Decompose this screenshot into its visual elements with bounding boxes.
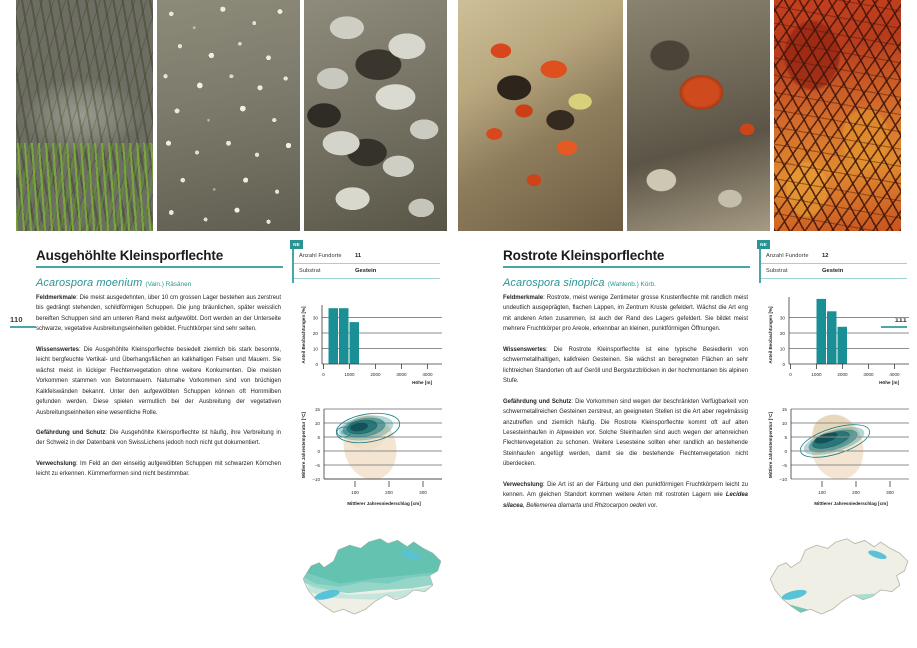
bar-bin-1000-1500 (817, 299, 827, 364)
svg-text:10: 10 (314, 421, 320, 426)
body-text-right (503, 293, 748, 521)
info-key-substrat-left: Substrat (299, 268, 321, 274)
svg-text:0: 0 (315, 362, 318, 367)
header-rule-right (503, 266, 750, 268)
species-authority-left: (Vain.) Räsänen (145, 280, 192, 288)
section-heading-gefaehrdung-right: Gefährdung und Schutz (503, 398, 572, 405)
climate-left-yaxis-title: Mittlere Jahrestemperatur [°C] (301, 412, 306, 478)
info-key-fundorte-left: Anzahl Fundorte (299, 253, 342, 259)
switzerland-outline-right (770, 539, 908, 614)
climate-right-xticks (822, 481, 890, 487)
climate-left-ytick-labels (312, 407, 320, 482)
altitude-left-xtick-labels (322, 372, 433, 377)
section-heading-wissenswertes-left: Wissenswertes (36, 346, 79, 353)
section-text-verwechslung-left: : Im Feld an den einseitig aufgewölbten Schuppen mit schwarzen Körnchen leicht zu erkennen. Kümmerformen sind nicht bestimmbar. (36, 460, 281, 478)
altitude-left-ytick-labels (313, 316, 319, 368)
species-scientific-name-right (503, 277, 753, 289)
bar-bin-1500-2000 (827, 311, 837, 364)
svg-text:10: 10 (779, 346, 785, 352)
photo-orange-rosette-closeup (627, 0, 770, 231)
altitude-right-bars (817, 299, 848, 364)
svg-text:15: 15 (314, 407, 320, 412)
altitude-right-grid (789, 318, 909, 349)
info-table-accent-bar-left (292, 249, 294, 283)
info-key-substrat-right: Substrat (766, 268, 788, 274)
folio-left-number: 110 (10, 315, 23, 324)
altitude-histogram-left (292, 293, 452, 385)
svg-text:10: 10 (312, 346, 318, 352)
altitude-left-xaxis-title: Höhe [m] (412, 380, 432, 385)
conservation-status-badge-left: NE (290, 240, 303, 249)
svg-text:4000: 4000 (422, 372, 433, 377)
svg-text:2000: 2000 (370, 372, 381, 377)
species-common-name-left: Ausgehöhlte Kleinsporflechte (36, 248, 224, 263)
climate-left-xtick-labels (351, 490, 427, 495)
section-heading-verwechslung-left: Verwechslung (36, 460, 77, 467)
info-value-substrat-left: Gestein (355, 268, 377, 274)
svg-text:30: 30 (779, 315, 785, 321)
altitude-left-bars (329, 308, 360, 364)
climate-envelope-left-svg (292, 401, 452, 509)
svg-text:200: 200 (385, 490, 393, 495)
svg-text:100: 100 (351, 490, 359, 495)
info-row-fundorte-left (292, 249, 440, 264)
section-feldmerkmale-right (503, 293, 748, 335)
bar-bin-500-1000 (339, 308, 349, 364)
info-row-substrat-right (759, 264, 907, 279)
svg-text:30: 30 (312, 315, 318, 321)
svg-text:300: 300 (419, 490, 427, 495)
altitude-left-xticks (324, 364, 428, 369)
svg-text:0: 0 (784, 449, 787, 454)
climate-left-xaxis-title: Mittlerer Jahresniederschlag [cm] (347, 501, 421, 506)
bar-bin-0-500 (329, 308, 339, 364)
climate-right-xaxis-title: Mittlerer Jahresniederschlag [cm] (814, 501, 888, 506)
section-text-gefaehrdung-left: : Die Ausgehöhlte Kleinsporflechte ist häufig, ihre Verbreitung in der Schweiz in der Datenbank von SwissLichens jedoch noch nicht gut dokumentiert. (36, 429, 281, 447)
svg-text:–10: –10 (312, 477, 320, 482)
bar-bin-1000-1500 (350, 322, 360, 364)
svg-text:300: 300 (886, 490, 894, 495)
photo-rust-red-cracked-crust (774, 0, 901, 231)
section-text-wissenswertes-right: : Die Rostrote Kleinsporflechte ist eine typische Besiedlerin von schwermetallhaltigen, kalkfreien Gesteinen. Sie wächst an beregneten Flächen an sehr lichtreichen Standorten oft auf Geröll und Bergsturzblöcken in der hochmontanen bis alpinen Stufe. (503, 346, 748, 385)
svg-text:–10: –10 (779, 477, 787, 482)
altitude-histogram-left-svg (292, 293, 452, 385)
section-text-verwechslung-right-runs: : Die Art ist an der Färbung und den punktförmigen Fruchtkörpern leicht zu kennen. Am gleichen Standort kommen weitere Arten mit rostroten Lagern wie Lecidea silacea, Bellemerea diamarta und Rhizocarpon oederi vor. (503, 481, 748, 509)
climate-envelope-left (292, 401, 452, 509)
svg-text:20: 20 (312, 331, 318, 336)
species-authority-right: (Wahlenb.) Körb. (607, 280, 656, 288)
page-left (0, 231, 458, 648)
climate-right-xtick-labels (818, 490, 894, 495)
section-feldmerkmale-left (36, 293, 281, 335)
svg-text:–5: –5 (781, 463, 787, 468)
info-row-fundorte-right (759, 249, 907, 264)
photo-pale-squamules-closeup (304, 0, 447, 231)
conservation-status-badge-right: NE (757, 240, 770, 249)
section-verwechslung-left (36, 459, 281, 480)
climate-right-yaxis-title: Mittlere Jahrestemperatur [°C] (768, 412, 773, 478)
altitude-right-yaxis-title: Anteil Beobachtungen [%] (768, 306, 773, 364)
section-verwechslung-right (503, 480, 748, 511)
species-scientific-name-left (36, 277, 286, 289)
svg-text:5: 5 (317, 435, 320, 440)
altitude-right-xticks (791, 364, 895, 369)
body-text-left (36, 293, 281, 490)
distribution-map-right (759, 523, 917, 633)
section-text-gefaehrdung-right: : Die Vorkommen sind wegen der beschränkten Verfügbarkeit von schwermetallreichen Gesteinen zerstreut, an geeigneten Stellen ist die Art aber regelmässig anzutreffen und ziemlich häufig. Die Rostrote Kleinsporflechte kommt oft auf alten Lesesteinhaufen in Alpweiden vor. Solche Steinhaufen sind auch wegen der artenreichen Flechtenvegetation zu schonen. Weitere Lesesteine sollten eher randlich an bestehende Steinhaufen angefügt werden, damit sie die bestehende Flechtenvegetation nicht überdecken. (503, 398, 748, 468)
altitude-left-yaxis-title: Anteil Beobachtungen [%] (301, 306, 306, 364)
svg-text:1000: 1000 (344, 372, 355, 377)
info-value-substrat-right: Gestein (822, 268, 844, 274)
svg-text:3000: 3000 (863, 372, 874, 377)
climate-left-xticks (355, 481, 423, 487)
svg-text:200: 200 (852, 490, 860, 495)
species-binomial-right: Acarospora sinopica (503, 276, 605, 289)
svg-text:1000: 1000 (811, 372, 822, 377)
bar-bin-2000-2500 (838, 327, 848, 364)
section-heading-verwechslung-right: Verwechslung (503, 481, 544, 488)
svg-text:10: 10 (781, 421, 787, 426)
distribution-map-left-svg (292, 523, 452, 633)
climate-envelope-right-svg (759, 401, 917, 509)
section-wissenswertes-right (503, 345, 748, 387)
svg-text:15: 15 (781, 407, 787, 412)
distribution-highlight-left (300, 537, 449, 599)
altitude-right-ytick-labels (780, 316, 786, 368)
svg-text:0: 0 (782, 362, 785, 367)
photo-white-squamules-dense (157, 0, 300, 231)
folio-left-rule (10, 326, 36, 328)
svg-text:0: 0 (317, 449, 320, 454)
info-value-fundorte-right: 12 (822, 253, 829, 259)
section-gefaehrdung-left (36, 428, 281, 449)
altitude-histogram-right (759, 293, 917, 385)
section-heading-feldmerkmale-left: Feldmerkmale (36, 295, 77, 301)
species-header-right (503, 248, 753, 289)
info-key-fundorte-right: Anzahl Fundorte (766, 253, 809, 259)
svg-text:0: 0 (789, 372, 792, 377)
svg-text:3000: 3000 (396, 372, 407, 377)
species-binomial-left: Acarospora moenium (36, 276, 143, 289)
climate-right-ytick-labels (779, 407, 787, 482)
species-header-left (36, 248, 286, 289)
section-heading-gefaehrdung-left: Gefährdung und Schutz (36, 429, 106, 436)
folio-left (10, 315, 36, 328)
section-gefaehrdung-right (503, 397, 748, 470)
section-heading-wissenswertes-right: Wissenswertes (503, 346, 546, 353)
svg-text:0: 0 (322, 372, 325, 377)
distribution-map-left (292, 523, 452, 633)
svg-text:5: 5 (784, 435, 787, 440)
info-row-substrat-left (292, 264, 440, 279)
info-table-left (292, 242, 440, 279)
altitude-right-xtick-labels (789, 372, 900, 377)
altitude-right-xaxis-title: Höhe [m] (879, 380, 899, 385)
section-text-wissenswertes-left: : Die Ausgehöhlte Kleinsporflechte besiedelt ziemlich bis stark besonnte, leicht bergfeuchte Vertikal- und Überhangsflächen an kalkhaltigen Felsen und Mauern. Sie wächst meist in lückiger Flechtenvegetation ohne weitere Konkurrenten. Die meisten Vorkommen stammen von Betonmauern. Naturnahe Vorkommen sind von brüchigen Kalkfelswänden bekannt. Unter den aufgewölbten Schuppen können oft Hornmilben gefunden werden. Diese spielen vermutlich bei der Ausbreitung der vegetativen Ausbreitungseinheiten eine wesentliche Rolle. (36, 346, 281, 416)
svg-text:2000: 2000 (837, 372, 848, 377)
section-text-feldmerkmale-left: : Die meist ausgedehnten, über 10 cm grossen Lager bestehen aus zerstreut bis gedrängt stehenden, schildförmigen Schuppen. Die jung bräunlichen, später weisslich bereiften Schuppen sind am unteren Rand meist aufgewölbt. Dort werden an der Unterseite schwarze, vegetative Ausbreitungseinheiten gebildet. Fruchtkörper sind sehr selten. (36, 295, 281, 333)
svg-text:4000: 4000 (889, 372, 900, 377)
header-rule-left (36, 266, 283, 268)
svg-text:–5: –5 (314, 463, 320, 468)
altitude-histogram-right-svg (759, 293, 917, 385)
section-text-feldmerkmale-right: : Rostrote, meist wenige Zentimeter grosse Krustenflechte mit randlich meist undeutlich ausgeprägten, flachen Lappen, im Zentrum Kruste gefeldert. Wächst die Art eng mit anderen Arten zusammen, ist auch der Rand des Lagers gefeldert. Sie bildet meist mehrere Fruchtkörper pro Areole, erkennbar an kleinen, punktförmigen Öffnungen. (503, 295, 748, 333)
svg-text:100: 100 (818, 490, 826, 495)
photo-orange-lichen-on-rock (458, 0, 623, 231)
section-heading-feldmerkmale-right: Feldmerkmale (503, 295, 544, 301)
section-wissenswertes-left (36, 345, 281, 418)
folio-right-number: 111 (894, 315, 907, 324)
info-value-fundorte-left: 11 (355, 253, 362, 259)
distribution-map-right-svg (759, 523, 917, 633)
svg-text:20: 20 (779, 331, 785, 336)
info-table-right (759, 242, 907, 279)
info-table-accent-bar-right (759, 249, 761, 283)
photo-strip (0, 0, 917, 231)
photo-habitat-grey-rock (16, 0, 153, 231)
climate-envelope-right (759, 401, 917, 509)
species-common-name-right: Rostrote Kleinsporflechte (503, 248, 665, 263)
